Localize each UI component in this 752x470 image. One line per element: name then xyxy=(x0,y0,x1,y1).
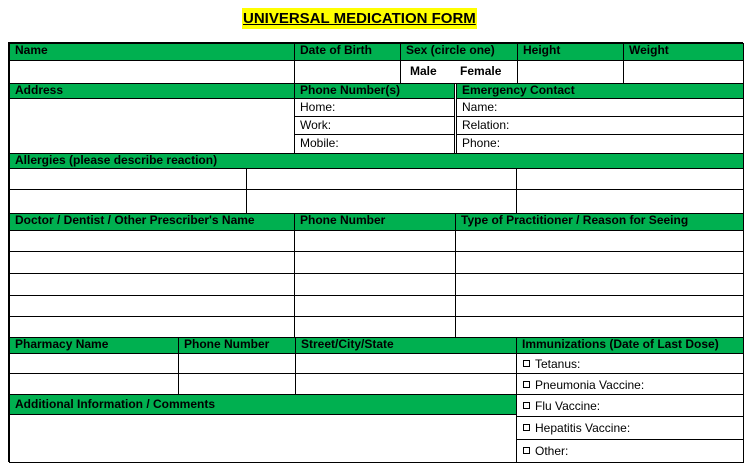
prescriber-name-cell[interactable] xyxy=(9,295,295,317)
name-field[interactable] xyxy=(9,60,295,84)
emergency-relation-field[interactable] xyxy=(456,116,744,135)
address-field[interactable] xyxy=(9,98,295,154)
height-field[interactable] xyxy=(517,60,624,84)
prescriber-phone-cell[interactable] xyxy=(294,295,456,317)
checkbox-icon[interactable] xyxy=(523,424,530,431)
immunization-label: Other: xyxy=(535,444,569,458)
immunization-tetanus[interactable] xyxy=(516,353,744,374)
pharmacy-name-header: Pharmacy Name xyxy=(9,337,179,354)
prescriber-phone-header: Phone Number xyxy=(294,213,456,231)
immunization-label: Pneumonia Vaccine: xyxy=(535,378,645,392)
pharmacy-name-cell[interactable] xyxy=(9,373,179,395)
allergy-cell[interactable] xyxy=(246,168,517,190)
pharmacy-phone-header: Phone Number xyxy=(178,337,296,354)
sex-field[interactable] xyxy=(400,60,518,84)
allergy-cell[interactable] xyxy=(9,168,247,190)
checkbox-icon[interactable] xyxy=(523,402,530,409)
checkbox-icon[interactable] xyxy=(523,447,530,454)
checkbox-icon[interactable] xyxy=(523,360,530,367)
allergy-cell[interactable] xyxy=(9,189,247,214)
prescriber-name-cell[interactable] xyxy=(9,230,295,252)
practitioner-type-header: Type of Practitioner / Reason for Seeing xyxy=(455,213,744,231)
practitioner-type-cell[interactable] xyxy=(455,295,744,317)
prescriber-phone-cell[interactable] xyxy=(294,251,456,274)
prescriber-name-cell[interactable] xyxy=(9,251,295,274)
immunization-pneumonia[interactable] xyxy=(516,373,744,395)
work-label: Work: xyxy=(300,118,332,132)
allergy-cell[interactable] xyxy=(516,189,744,214)
additional-info-header: Additional Information / Comments xyxy=(9,394,517,415)
phone-numbers-header: Phone Number(s) xyxy=(294,83,455,99)
pharmacy-phone-cell[interactable] xyxy=(178,373,296,395)
mobile-label: Mobile: xyxy=(300,136,339,150)
allergy-cell[interactable] xyxy=(516,168,744,190)
dob-header: Date of Birth xyxy=(294,43,401,61)
home-label: Home: xyxy=(300,100,336,114)
weight-field[interactable] xyxy=(623,60,744,84)
prescriber-name-cell[interactable] xyxy=(9,273,295,296)
home-phone-field[interactable] xyxy=(294,98,455,117)
emergency-phone-label: Phone: xyxy=(462,136,501,150)
form-title: UNIVERSAL MEDICATION FORM xyxy=(243,10,476,27)
emergency-name-field[interactable] xyxy=(456,98,744,117)
checkbox-icon[interactable] xyxy=(523,381,530,388)
prescriber-name-header: Doctor / Dentist / Other Prescriber's Name xyxy=(9,213,295,231)
pharmacy-phone-cell[interactable] xyxy=(178,353,296,374)
practitioner-type-cell[interactable] xyxy=(455,316,744,338)
mobile-phone-field[interactable] xyxy=(294,134,455,154)
pharmacy-street-header: Street/City/State xyxy=(295,337,517,354)
practitioner-type-cell[interactable] xyxy=(455,273,744,296)
emergency-phone-field[interactable] xyxy=(456,134,744,154)
work-phone-field[interactable] xyxy=(294,116,455,135)
emergency-contact-header: Emergency Contact xyxy=(456,83,744,99)
weight-header: Weight xyxy=(623,43,744,61)
practitioner-type-cell[interactable] xyxy=(455,251,744,274)
practitioner-type-cell[interactable] xyxy=(455,230,744,252)
form-frame xyxy=(8,42,743,462)
pharmacy-street-cell[interactable] xyxy=(295,353,517,374)
immunization-flu[interactable] xyxy=(516,394,744,417)
name-header: Name xyxy=(9,43,295,61)
pharmacy-street-cell[interactable] xyxy=(295,373,517,395)
emergency-relation-label: Relation: xyxy=(462,118,510,132)
prescriber-phone-cell[interactable] xyxy=(294,230,456,252)
dob-field[interactable] xyxy=(294,60,401,84)
prescriber-phone-cell[interactable] xyxy=(294,273,456,296)
height-header: Height xyxy=(517,43,624,61)
immunization-label: Tetanus: xyxy=(535,357,581,371)
address-header: Address xyxy=(9,83,295,99)
immunization-label: Flu Vaccine: xyxy=(535,399,601,413)
immunization-other[interactable] xyxy=(516,439,744,463)
immunization-hepatitis[interactable] xyxy=(516,416,744,440)
female-option[interactable]: Female xyxy=(460,64,502,78)
male-option[interactable]: Male xyxy=(410,64,437,78)
allergies-header: Allergies (please describe reaction) xyxy=(9,153,744,169)
prescriber-phone-cell[interactable] xyxy=(294,316,456,338)
sex-header: Sex (circle one) xyxy=(400,43,518,61)
additional-info-field[interactable] xyxy=(9,414,517,463)
immunization-label: Hepatitis Vaccine: xyxy=(535,421,631,435)
pharmacy-name-cell[interactable] xyxy=(9,353,179,374)
allergy-cell[interactable] xyxy=(246,189,517,214)
emergency-name-label: Name: xyxy=(462,100,498,114)
prescriber-name-cell[interactable] xyxy=(9,316,295,338)
immunizations-header: Immunizations (Date of Last Dose) xyxy=(516,337,744,354)
